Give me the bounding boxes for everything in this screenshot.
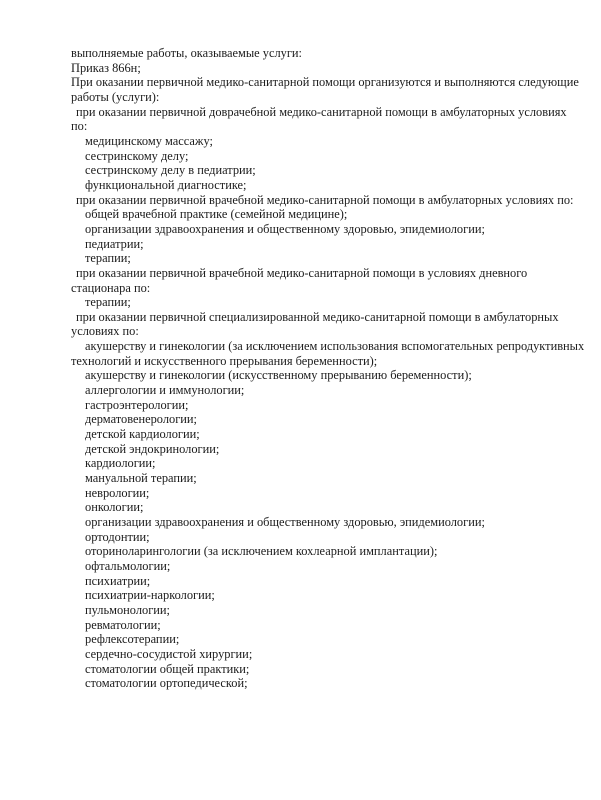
- text-line: функциональной диагностике;: [85, 177, 247, 192]
- text-line: онкологии;: [85, 500, 144, 515]
- text-line: При оказании первичной медико-санитарной помощи организуются и выполняются следующие: [71, 75, 579, 90]
- text-line: условиях по:: [71, 324, 139, 339]
- text-line: медицинскому массажу;: [85, 133, 213, 148]
- text-line: неврологии;: [85, 485, 150, 500]
- text-line: сердечно-сосудистой хирургии;: [85, 646, 253, 661]
- text-line: терапии;: [85, 295, 131, 310]
- text-line: при оказании первичной специализированной медико-санитарной помощи в амбулаторных: [76, 309, 559, 324]
- text-line: педиатрии;: [85, 236, 144, 251]
- text-line: организации здравоохранения и общественному здоровью, эпидемиологии;: [85, 221, 485, 236]
- text-line: стационара по:: [71, 280, 151, 295]
- text-line: кардиологии;: [85, 456, 156, 471]
- text-line: акушерству и гинекологии (искусственному прерыванию беременности);: [85, 368, 472, 383]
- text-line: гастроэнтерологии;: [85, 397, 189, 412]
- text-line: стоматологии ортопедической;: [85, 676, 248, 691]
- text-line: мануальной терапии;: [85, 471, 197, 486]
- text-line: работы (услуги):: [71, 89, 160, 104]
- text-line: организации здравоохранения и общественному здоровью, эпидемиологии;: [85, 515, 485, 529]
- text-line: аллергологии и иммунологии;: [85, 383, 245, 398]
- text-line: рефлексотерапии;: [85, 632, 180, 647]
- text-line: детской кардиологии;: [85, 427, 200, 442]
- text-line: выполняемые работы, оказываемые услуги:: [71, 46, 303, 60]
- text-line: по:: [71, 119, 88, 134]
- text-line: при оказании первичной врачебной медико-санитарной помощи в амбулаторных условиях по:: [76, 192, 574, 207]
- text-line: пульмонологии;: [85, 602, 170, 617]
- text-line: ревматологии;: [85, 617, 161, 632]
- text-line: офтальмологии;: [85, 558, 171, 573]
- text-line: общей врачебной практике (семейной медицине);: [85, 207, 348, 222]
- text-line: терапии;: [85, 251, 131, 266]
- text-line: сестринскому делу в педиатрии;: [85, 163, 256, 178]
- text-line: сестринскому делу;: [85, 148, 189, 163]
- text-line: акушерству и гинекологии (за исключением использования вспомогательных репродуктивных: [85, 339, 585, 354]
- text-line: дерматовенерологии;: [85, 412, 197, 427]
- text-line: оториноларингологии (за исключением кохлеарной имплантации);: [85, 544, 438, 559]
- text-line: ортодонтии;: [85, 529, 150, 544]
- text-line: Приказ 866н;: [71, 60, 141, 75]
- text-line: технологий и искусственного прерывания беременности);: [71, 353, 378, 368]
- text-line: психиатрии-наркологии;: [85, 588, 215, 603]
- text-line: при оказании первичной врачебной медико-санитарной помощи в условиях дневного: [76, 265, 528, 280]
- text-line: детской эндокринологии;: [85, 441, 220, 456]
- text-line: психиатрии;: [85, 573, 151, 588]
- text-line: при оказании первичной доврачебной медико-санитарной помощи в амбулаторных условиях: [76, 104, 567, 119]
- text-line: стоматологии общей практики;: [85, 661, 250, 676]
- document-text: [71, 46, 585, 691]
